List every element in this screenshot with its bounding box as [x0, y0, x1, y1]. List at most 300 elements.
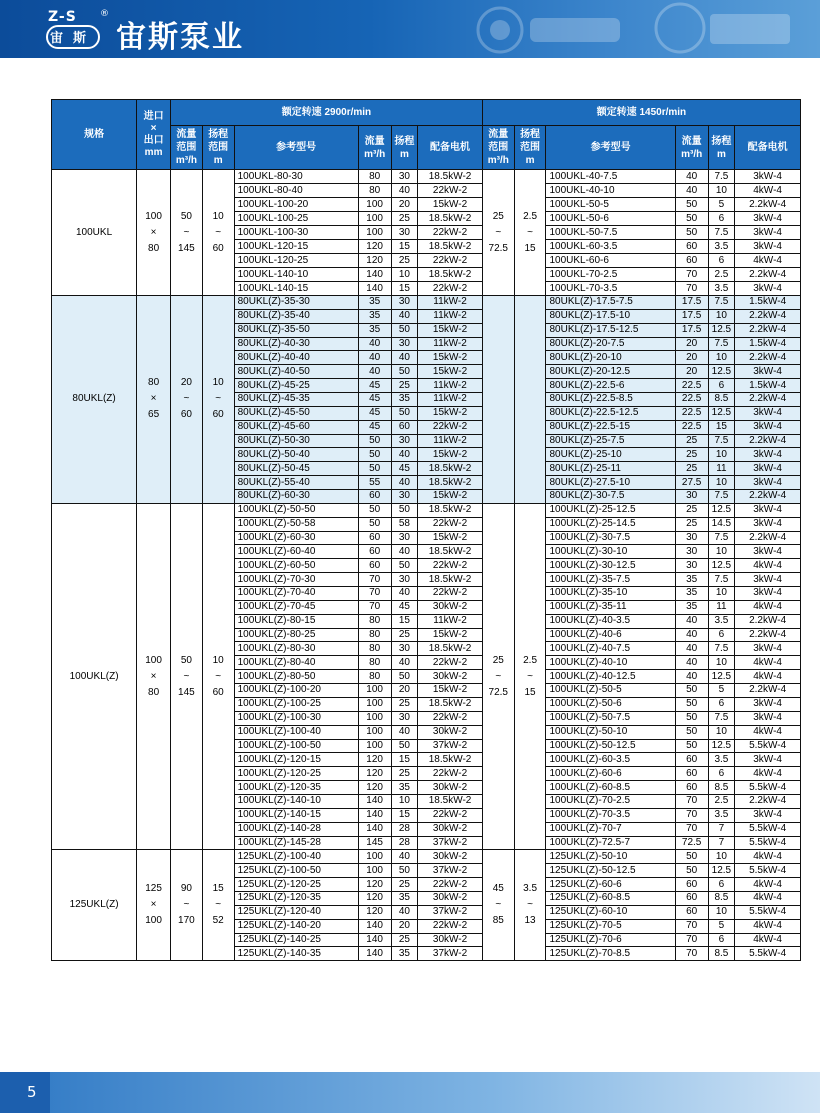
motor-1450: 3kW-4	[735, 240, 801, 254]
head-1450: 8.5	[708, 781, 735, 795]
motor-1450: 4kW-4	[735, 254, 801, 268]
motor-1450: 2.2kW-4	[735, 684, 801, 698]
head-1450: 7.5	[708, 170, 735, 184]
flow-1450: 30	[675, 531, 708, 545]
flow-2900: 100	[358, 739, 391, 753]
motor-2900: 22kW-2	[418, 226, 483, 240]
flow-2900: 100	[358, 725, 391, 739]
model-1450: 80UKL(Z)-17.5-10	[546, 309, 675, 323]
model-2900: 100UKL-140-10	[234, 268, 358, 282]
stack-line: 90	[180, 883, 192, 895]
head-2900: 10	[391, 268, 418, 282]
head-2900: 50	[391, 559, 418, 573]
head-1450: 10	[708, 905, 735, 919]
stack-line: m³/h	[681, 148, 703, 160]
head-1450: 11	[708, 600, 735, 614]
stack-line: 流量	[488, 129, 509, 140]
motor-2900: 18.5kW-2	[418, 170, 483, 184]
head-1450: 5	[708, 684, 735, 698]
group-name: 100UKL	[52, 170, 137, 296]
group-head-range-1450	[514, 850, 546, 961]
motor-2900: 22kW-2	[418, 919, 483, 933]
head-1450: 12.5	[708, 365, 735, 379]
stack-line: ~	[215, 393, 222, 405]
group-head-range-1450	[514, 296, 546, 504]
header-flow-2	[675, 126, 708, 170]
head-2900: 30	[391, 337, 418, 351]
model-1450: 100UKL(Z)-50-12.5	[546, 739, 675, 753]
motor-2900: 30kW-2	[418, 600, 483, 614]
model-2900: 125UKL(Z)-140-20	[234, 919, 358, 933]
motor-2900: 18.5kW-2	[418, 503, 483, 517]
group-head-range-1450	[514, 503, 546, 849]
head-1450: 6	[708, 933, 735, 947]
model-2900: 100UKL(Z)-140-10	[234, 794, 358, 808]
model-2900: 100UKL(Z)-100-25	[234, 697, 358, 711]
flow-2900: 50	[358, 517, 391, 531]
flow-1450: 50	[675, 739, 708, 753]
motor-2900: 15kW-2	[418, 684, 483, 698]
head-2900: 45	[391, 600, 418, 614]
motor-2900: 22kW-2	[418, 656, 483, 670]
model-2900: 80UKL(Z)-40-50	[234, 365, 358, 379]
page-number: 5	[27, 1083, 37, 1101]
table-row	[52, 503, 801, 517]
head-2900: 25	[391, 212, 418, 226]
model-1450: 125UKL(Z)-50-10	[546, 850, 675, 864]
model-2900: 80UKL(Z)-35-30	[234, 296, 358, 310]
model-1450: 80UKL(Z)-22.5-6	[546, 379, 675, 393]
motor-1450: 2.2kW-4	[735, 198, 801, 212]
stack-line: 25	[492, 210, 504, 222]
model-2900: 125UKL(Z)-120-35	[234, 891, 358, 905]
head-1450: 2.5	[708, 794, 735, 808]
motor-2900: 15kW-2	[418, 351, 483, 365]
stack-line: 60	[212, 686, 224, 698]
flow-1450: 40	[675, 628, 708, 642]
model-2900: 100UKL(Z)-80-25	[234, 628, 358, 642]
motor-1450: 2.2kW-4	[735, 323, 801, 337]
motor-1450: 4kW-4	[735, 600, 801, 614]
model-2900: 100UKL(Z)-80-50	[234, 670, 358, 684]
stack-line: 72.5	[488, 686, 508, 698]
flow-1450: 60	[675, 878, 708, 892]
motor-2900: 18.5kW-2	[418, 753, 483, 767]
table-row	[52, 170, 801, 184]
head-2900: 30	[391, 434, 418, 448]
model-2900: 100UKL(Z)-60-30	[234, 531, 358, 545]
motor-2900: 18.5kW-2	[418, 462, 483, 476]
motor-1450: 3kW-4	[735, 545, 801, 559]
head-1450: 12.5	[708, 406, 735, 420]
motor-1450: 2.2kW-4	[735, 614, 801, 628]
group-2	[52, 503, 801, 849]
stack-line: 60	[180, 409, 192, 421]
range-stack	[204, 653, 233, 701]
stack-line: 80	[148, 242, 160, 254]
header-motor-2: 配备电机	[735, 126, 801, 170]
stack-line: 流量	[364, 135, 385, 147]
model-1450: 125UKL(Z)-70-6	[546, 933, 675, 947]
motor-2900: 15kW-2	[418, 198, 483, 212]
motor-1450: 4kW-4	[735, 670, 801, 684]
pump-decoration-icon	[420, 0, 820, 58]
motor-2900: 11kW-2	[418, 614, 483, 628]
model-1450: 125UKL(Z)-70-8.5	[546, 947, 675, 961]
model-2900: 100UKL(Z)-50-58	[234, 517, 358, 531]
model-2900: 80UKL(Z)-50-45	[234, 462, 358, 476]
flow-2900: 100	[358, 684, 391, 698]
motor-1450: 2.2kW-4	[735, 309, 801, 323]
motor-1450: 5.5kW-4	[735, 864, 801, 878]
stack-line: 50	[180, 210, 192, 222]
motor-1450: 4kW-4	[735, 559, 801, 573]
range-stack	[172, 881, 201, 929]
flow-1450: 22.5	[675, 406, 708, 420]
flow-2900: 45	[358, 420, 391, 434]
motor-1450: 3kW-4	[735, 587, 801, 601]
flow-1450: 40	[675, 656, 708, 670]
flow-1450: 40	[675, 642, 708, 656]
model-2900: 100UKL(Z)-100-20	[234, 684, 358, 698]
head-1450: 3.5	[708, 808, 735, 822]
motor-2900: 15kW-2	[418, 323, 483, 337]
model-2900: 100UKL-100-30	[234, 226, 358, 240]
flow-1450: 70	[675, 282, 708, 296]
head-2900: 28	[391, 836, 418, 850]
head-2900: 50	[391, 365, 418, 379]
model-1450: 100UKL(Z)-35-7.5	[546, 573, 675, 587]
registered-mark: ®	[100, 9, 109, 19]
stack-line: 80	[148, 377, 160, 389]
flow-2900: 40	[358, 351, 391, 365]
group-inlet	[137, 296, 171, 504]
model-1450: 100UKL(Z)-35-11	[546, 600, 675, 614]
flow-2900: 70	[358, 600, 391, 614]
motor-2900: 11kW-2	[418, 337, 483, 351]
model-2900: 100UKL(Z)-60-50	[234, 559, 358, 573]
flow-1450: 20	[675, 351, 708, 365]
flow-2900: 80	[358, 184, 391, 198]
table-row	[52, 850, 801, 864]
head-1450: 7.5	[708, 490, 735, 504]
motor-1450: 3kW-4	[735, 753, 801, 767]
flow-1450: 40	[675, 170, 708, 184]
motor-2900: 18.5kW-2	[418, 240, 483, 254]
head-2900: 40	[391, 351, 418, 365]
head-2900: 15	[391, 282, 418, 296]
motor-1450: 2.2kW-4	[735, 268, 801, 282]
motor-2900: 37kW-2	[418, 947, 483, 961]
head-2900: 20	[391, 198, 418, 212]
motor-2900: 15kW-2	[418, 365, 483, 379]
range-stack	[484, 881, 513, 929]
model-1450: 80UKL(Z)-17.5-12.5	[546, 323, 675, 337]
flow-2900: 145	[358, 836, 391, 850]
head-2900: 40	[391, 545, 418, 559]
head-1450: 12.5	[708, 503, 735, 517]
model-2900: 100UKL-140-15	[234, 282, 358, 296]
flow-2900: 100	[358, 711, 391, 725]
group-inlet	[137, 850, 171, 961]
flow-2900: 70	[358, 587, 391, 601]
head-1450: 7.5	[708, 337, 735, 351]
head-2900: 35	[391, 947, 418, 961]
head-2900: 40	[391, 309, 418, 323]
motor-2900: 22kW-2	[418, 711, 483, 725]
model-1450: 80UKL(Z)-20-12.5	[546, 365, 675, 379]
head-2900: 40	[391, 476, 418, 490]
motor-2900: 18.5kW-2	[418, 573, 483, 587]
flow-1450: 17.5	[675, 323, 708, 337]
range-stack	[484, 653, 513, 701]
flow-1450: 50	[675, 198, 708, 212]
stack-line: ×	[150, 393, 157, 405]
head-1450: 12.5	[708, 670, 735, 684]
stack-line: 2.5	[523, 210, 538, 222]
head-2900: 40	[391, 850, 418, 864]
model-1450: 100UKL-70-3.5	[546, 282, 675, 296]
motor-1450: 2.2kW-4	[735, 490, 801, 504]
header-inlet	[137, 100, 171, 170]
header-head-1	[391, 126, 418, 170]
model-2900: 100UKL(Z)-120-35	[234, 781, 358, 795]
motor-2900: 30kW-2	[418, 725, 483, 739]
model-1450: 100UKL(Z)-25-12.5	[546, 503, 675, 517]
head-2900: 25	[391, 697, 418, 711]
logo-mark: Z-S	[48, 9, 77, 25]
motor-2900: 30kW-2	[418, 822, 483, 836]
model-2900: 100UKL(Z)-145-28	[234, 836, 358, 850]
flow-2900: 120	[358, 905, 391, 919]
header-speed-1450: 额定转速 1450r/min	[482, 100, 800, 126]
head-2900: 30	[391, 170, 418, 184]
head-2900: 40	[391, 184, 418, 198]
motor-2900: 11kW-2	[418, 379, 483, 393]
stack-line: m	[525, 155, 535, 166]
stack-line: m³/h	[487, 155, 509, 166]
head-2900: 25	[391, 767, 418, 781]
stack-line: ~	[495, 226, 502, 238]
range-stack	[172, 653, 201, 701]
model-2900: 100UKL-120-25	[234, 254, 358, 268]
motor-2900: 22kW-2	[418, 808, 483, 822]
stack-line: 10	[212, 377, 224, 389]
stack-line: 扬程	[711, 135, 732, 147]
model-1450: 80UKL(Z)-20-10	[546, 351, 675, 365]
group-inlet	[137, 170, 171, 296]
motor-1450: 4kW-4	[735, 850, 801, 864]
model-1450: 100UKL-70-2.5	[546, 268, 675, 282]
flow-1450: 22.5	[675, 393, 708, 407]
model-1450: 100UKL-50-6	[546, 212, 675, 226]
model-2900: 100UKL(Z)-80-40	[234, 656, 358, 670]
head-1450: 10	[708, 850, 735, 864]
range-stack	[138, 653, 169, 701]
head-2900: 25	[391, 379, 418, 393]
head-1450: 5	[708, 919, 735, 933]
model-1450: 125UKL(Z)-60-6	[546, 878, 675, 892]
flow-2900: 60	[358, 545, 391, 559]
head-2900: 28	[391, 822, 418, 836]
stack-line: 20	[180, 377, 192, 389]
flow-2900: 35	[358, 323, 391, 337]
motor-1450: 3kW-4	[735, 642, 801, 656]
model-2900: 100UKL(Z)-100-40	[234, 725, 358, 739]
motor-1450: 2.2kW-4	[735, 434, 801, 448]
model-1450: 80UKL(Z)-25-10	[546, 448, 675, 462]
motor-1450: 3kW-4	[735, 808, 801, 822]
head-1450: 12.5	[708, 864, 735, 878]
head-1450: 7.5	[708, 573, 735, 587]
head-1450: 2.5	[708, 268, 735, 282]
motor-1450: 1.5kW-4	[735, 296, 801, 310]
stack-line: ~	[527, 670, 533, 682]
stack-line: 流量	[681, 135, 702, 147]
flow-1450: 35	[675, 600, 708, 614]
head-2900: 58	[391, 517, 418, 531]
flow-1450: 17.5	[675, 296, 708, 310]
model-1450: 80UKL(Z)-22.5-8.5	[546, 393, 675, 407]
flow-2900: 80	[358, 170, 391, 184]
flow-1450: 35	[675, 587, 708, 601]
stack-line: ~	[183, 226, 190, 238]
flow-1450: 25	[675, 503, 708, 517]
motor-2900: 18.5kW-2	[418, 697, 483, 711]
head-2900: 25	[391, 254, 418, 268]
group-flow-range-2900	[171, 503, 203, 849]
motor-1450: 5.5kW-4	[735, 947, 801, 961]
model-1450: 100UKL(Z)-50-5	[546, 684, 675, 698]
motor-2900: 18.5kW-2	[418, 794, 483, 808]
flow-1450: 50	[675, 864, 708, 878]
table-row	[52, 296, 801, 310]
flow-2900: 45	[358, 379, 391, 393]
stack-line: 60	[212, 242, 224, 254]
head-2900: 15	[391, 808, 418, 822]
motor-1450: 4kW-4	[735, 656, 801, 670]
stack-line: m³/h	[175, 155, 197, 166]
flow-1450: 72.5	[675, 836, 708, 850]
model-1450: 125UKL(Z)-50-12.5	[546, 864, 675, 878]
stack-line: 范围	[176, 142, 197, 153]
head-1450: 10	[708, 351, 735, 365]
flow-1450: 50	[675, 697, 708, 711]
motor-2900: 15kW-2	[418, 628, 483, 642]
flow-2900: 140	[358, 268, 391, 282]
head-1450: 3.5	[708, 614, 735, 628]
model-1450: 100UKL-60-6	[546, 254, 675, 268]
model-2900: 125UKL(Z)-100-40	[234, 850, 358, 864]
model-2900: 80UKL(Z)-50-40	[234, 448, 358, 462]
head-2900: 15	[391, 753, 418, 767]
stack-line: mm	[144, 146, 163, 158]
group-inlet	[137, 503, 171, 849]
stack-line: 进口	[143, 110, 164, 122]
head-1450: 5	[708, 198, 735, 212]
group-head-range-2900	[202, 503, 234, 849]
head-2900: 30	[391, 711, 418, 725]
model-2900: 80UKL(Z)-50-30	[234, 434, 358, 448]
model-1450: 100UKL(Z)-72.5-7	[546, 836, 675, 850]
range-stack	[172, 209, 201, 257]
model-2900: 100UKL(Z)-140-28	[234, 822, 358, 836]
flow-2900: 60	[358, 531, 391, 545]
motor-1450: 1.5kW-4	[735, 379, 801, 393]
flow-2900: 140	[358, 947, 391, 961]
head-2900: 50	[391, 864, 418, 878]
stack-line: ~	[527, 226, 533, 238]
motor-2900: 15kW-2	[418, 406, 483, 420]
header-model-1: 参考型号	[234, 126, 358, 170]
model-2900: 100UKL(Z)-60-40	[234, 545, 358, 559]
model-2900: 100UKL-80-30	[234, 170, 358, 184]
model-2900: 80UKL(Z)-45-50	[234, 406, 358, 420]
motor-2900: 11kW-2	[418, 296, 483, 310]
head-2900: 50	[391, 406, 418, 420]
flow-1450: 30	[675, 545, 708, 559]
stack-line: 145	[178, 686, 195, 698]
group-head-range-2900	[202, 296, 234, 504]
flow-1450: 70	[675, 919, 708, 933]
flow-2900: 100	[358, 864, 391, 878]
flow-2900: 120	[358, 767, 391, 781]
head-2900: 25	[391, 878, 418, 892]
stack-line: ×	[150, 670, 157, 682]
model-1450: 80UKL(Z)-17.5-7.5	[546, 296, 675, 310]
flow-1450: 20	[675, 365, 708, 379]
flow-2900: 120	[358, 891, 391, 905]
header-flow-range-2	[482, 126, 514, 170]
header-motor-1: 配备电机	[418, 126, 483, 170]
head-1450: 6	[708, 212, 735, 226]
model-2900: 100UKL(Z)-80-15	[234, 614, 358, 628]
head-1450: 10	[708, 587, 735, 601]
model-1450: 100UKL(Z)-30-7.5	[546, 531, 675, 545]
motor-2900: 37kW-2	[418, 905, 483, 919]
model-2900: 100UKL(Z)-70-40	[234, 587, 358, 601]
motor-2900: 37kW-2	[418, 836, 483, 850]
flow-2900: 50	[358, 448, 391, 462]
model-1450: 100UKL(Z)-60-3.5	[546, 753, 675, 767]
flow-1450: 40	[675, 670, 708, 684]
flow-1450: 50	[675, 212, 708, 226]
flow-2900: 100	[358, 850, 391, 864]
head-2900: 30	[391, 531, 418, 545]
head-1450: 8.5	[708, 891, 735, 905]
motor-2900: 37kW-2	[418, 739, 483, 753]
model-2900: 100UKL(Z)-100-50	[234, 739, 358, 753]
range-stack	[516, 881, 545, 929]
stack-line: 扬程	[520, 129, 541, 140]
brand-logo	[44, 9, 109, 53]
stack-line: 100	[145, 210, 162, 222]
flow-2900: 55	[358, 476, 391, 490]
model-2900: 80UKL(Z)-45-60	[234, 420, 358, 434]
motor-1450: 3kW-4	[735, 476, 801, 490]
head-2900: 20	[391, 919, 418, 933]
head-2900: 25	[391, 628, 418, 642]
head-1450: 10	[708, 184, 735, 198]
flow-1450: 30	[675, 559, 708, 573]
model-2900: 80UKL(Z)-40-30	[234, 337, 358, 351]
flow-2900: 140	[358, 919, 391, 933]
motor-2900: 30kW-2	[418, 891, 483, 905]
head-2900: 15	[391, 614, 418, 628]
motor-2900: 11kW-2	[418, 309, 483, 323]
model-1450: 125UKL(Z)-60-10	[546, 905, 675, 919]
model-2900: 80UKL(Z)-40-40	[234, 351, 358, 365]
